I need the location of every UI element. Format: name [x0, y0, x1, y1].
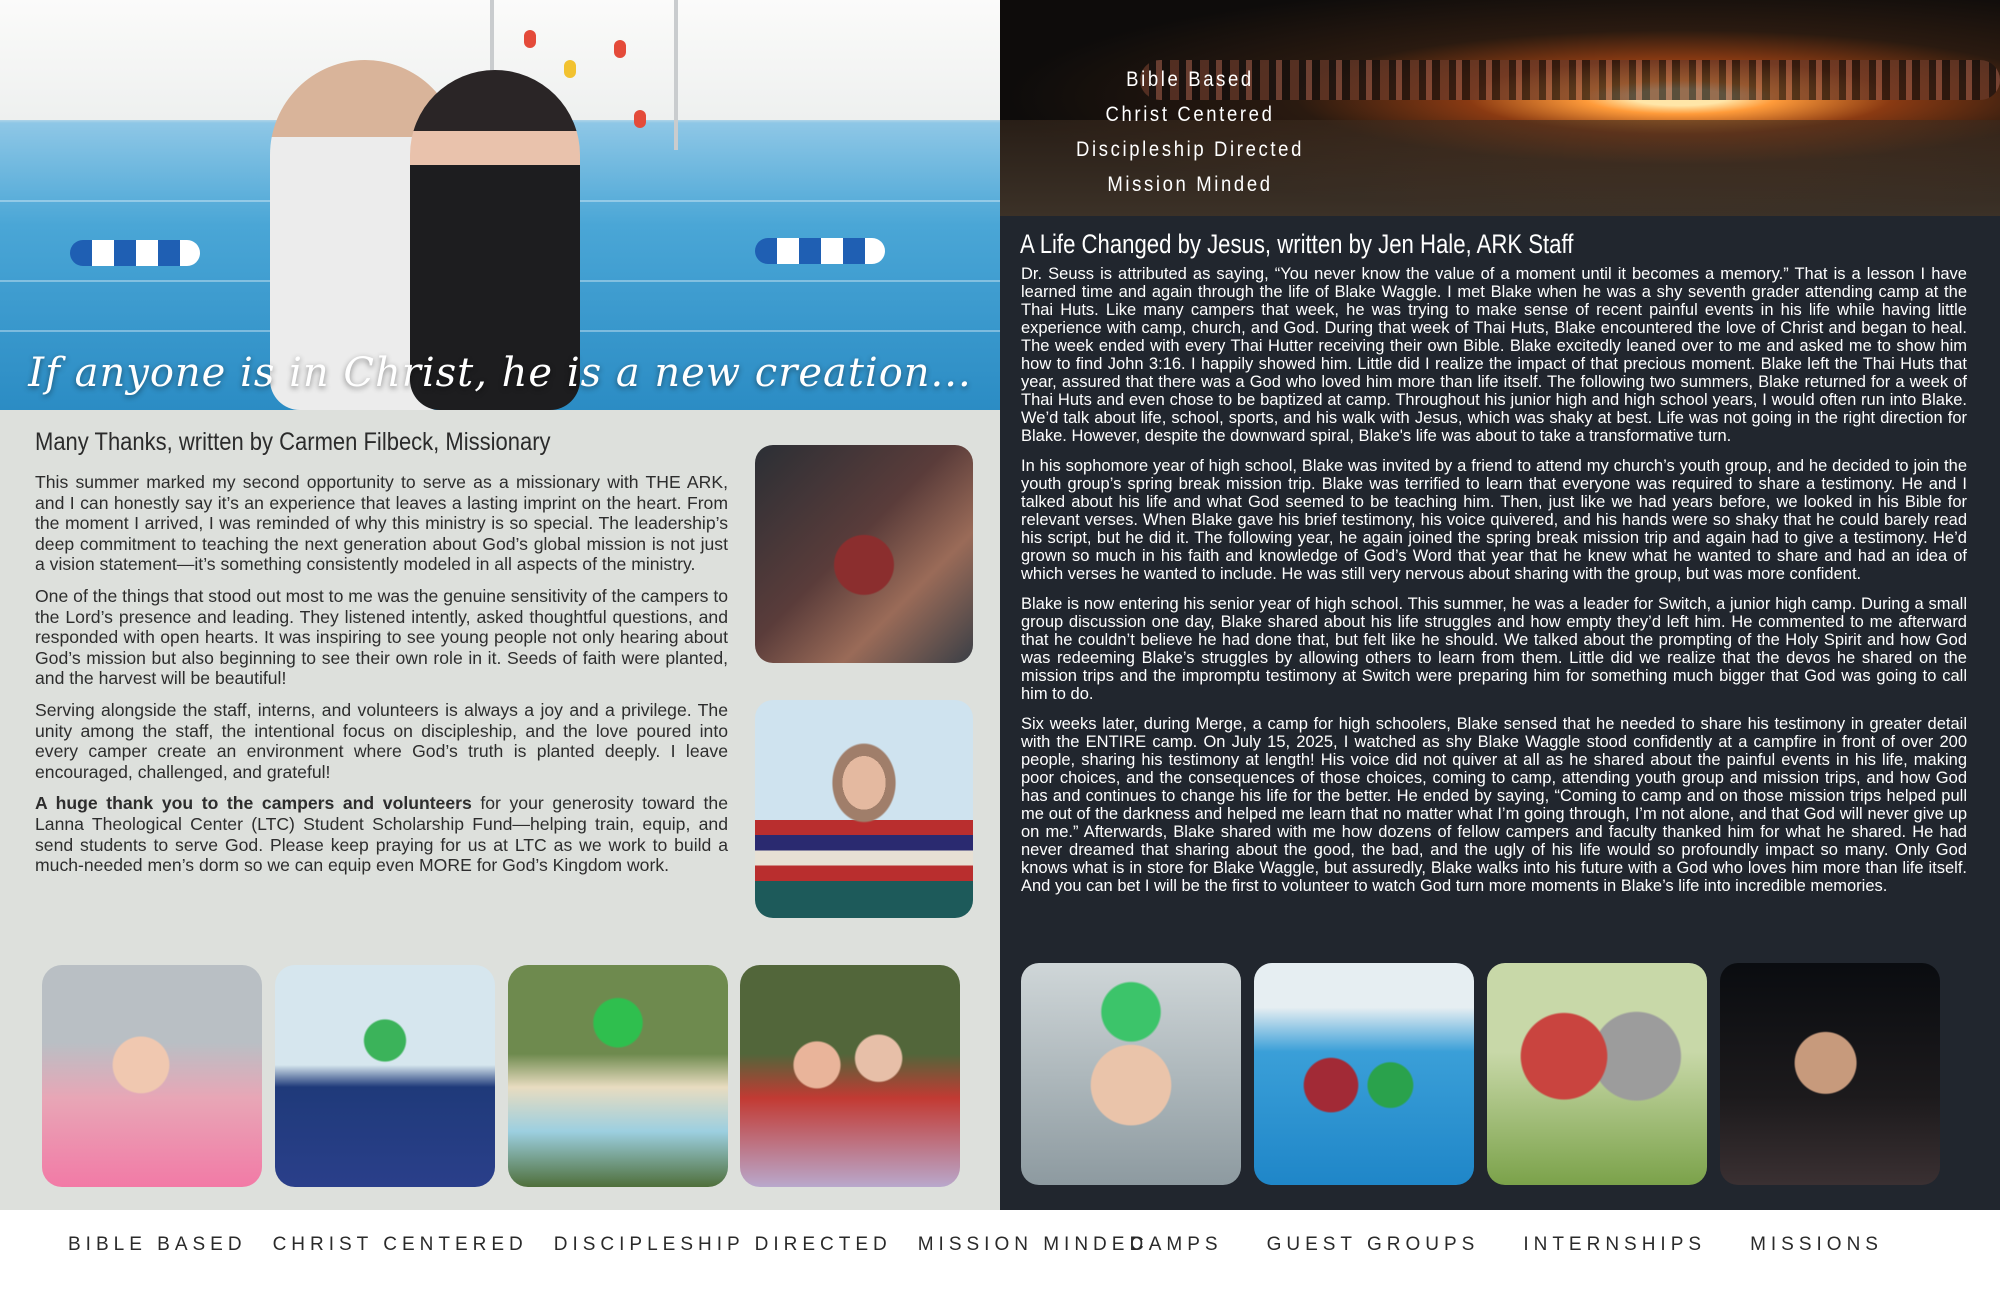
motto-line: Discipleship Directed: [1075, 138, 1304, 161]
climbing-hold: [614, 40, 626, 58]
climbing-hold: [524, 30, 536, 48]
right-article-title: A Life Changed by Jesus, written by Jen Hale, ARK Staff: [1020, 229, 1574, 259]
right-article-body: [1021, 265, 1967, 907]
footer-program: INTERNSHIPS: [1523, 1234, 1707, 1255]
hero-caption: If anyone is in Christ, he is a new creation...: [28, 350, 972, 396]
thank-you-rest: for your generosity toward the Lanna Theological Center (LTC) Student Scholarship Fund—helping train, equip, and send students to serve God. Please keep praying for us at LTC as we work to build a much-needed men’s dorm so we can equip even MORE for God’s Kingdom work.: [35, 793, 728, 876]
right-paragraph: Blake is now entering his senior year of high school. This summer, he was a leader for Switch, a junior high camp. During a small group discussion one day, Blake shared about his life struggles and how empty they’d left him. He commented to me afterward that he couldn’t believe he had done that, but felt like he should. We talked about the prompting of the Holy Spirit and how God was redeeming Blake’s struggles by allowing others to learn from them. Little did we realize that the devos he shared on the mission trips and the impromptu testimony at Switch were preparing him for something much bigger that God was going to call him to do.: [1021, 595, 1967, 703]
right-paragraph: In his sophomore year of high school, Blake was invited by a friend to attend my church’s youth group, and he decided to join the youth group’s spring break mission trip. Blake was terrified to learn that everyone was required to share a testimony. He and I talked about his life and what God seemed to be teaching him. Then, just like we had years before, we looked in his Bible for relevant verses. When Blake gave his brief testimony, his voice quivered, and his hands were so shaky that he could barely read his script, but he did it. The following year, he again joined the spring break mission trip and again had to give a testimony. He’d grown so much in his faith and knowledge of God’s Word that year that he knew what he wanted to share and had an idea of which verses he wanted to include. He was still very nervous about sharing with the group, but was more confident.: [1021, 457, 1967, 583]
footer-value: DISCIPLESHIP DIRECTED: [553, 1234, 892, 1255]
climbing-hold: [564, 60, 576, 78]
camper-tube-photo: [42, 965, 262, 1187]
pool-baptism-photo: [1254, 963, 1474, 1185]
left-paragraph: This summer marked my second opportunity to serve as a missionary with THE ARK, and I can honestly say it’s an experience that leaves a lasting imprint on the heart. From the moment I arrived, I was reminded of why this ministry is so special. The leadership’s deep commitment to teaching the next generation about God’s global mission is not just a vision statement—it’s something consistently modeled in all aspects of the ministry.: [35, 472, 728, 575]
right-paragraph: Dr. Seuss is attributed as saying, “You never know the value of a moment until it becomes a memory.” That is a lesson I have learned time and again through the life of Blake Waggle. I met Blake when he was a shy seventh grader attending camp at the Thai Huts. Like many campers that week, he was trying to make sense of recent painful events in his life while having little experience with camp, church, and God. During that week of Thai Huts, Blake encountered the love of Christ and began to heal. The week ended with every Thai Hutter receiving their own Bible. Blake excitedly leaned over to me and asked me to show him how to find John 3:16. I happily showed him. Little did I realize the impact of that precious moment. Blake left the Thai Huts that year, assured that there was a God who loved him more than life itself. The following two summers, Blake returned for a week of Thai Huts and even chose to be baptized at camp. Throughout his junior high and high school years, I would often run into Blake. We’d talk about life, school, sports, and his walk with Jesus, which was shaky at best. Life was not going in the right direction for Blake. However, despite the downward spiral, Blake's life was about to take a transformative turn.: [1021, 265, 1967, 445]
motto-line: Bible Based: [1126, 68, 1254, 91]
footer-programs: [1130, 1234, 1927, 1256]
right-paragraph: Six weeks later, during Merge, a camp for high schoolers, Blake sensed that he needed to share his testimony in greater detail with the ENTIRE camp. On July 15, 2025, I watched as shy Blake Waggle stood confidently at a campfire in front of over 200 people, sharing his testimony at length! His voice did not quiver at all as he shared about the painful events in his life, making poor choices, and the consequences of those choices, coming to camp, attending youth group and mission trips, and how God has and continues to change his life for the better. He ended by saying, “Coming to camp and on those mission trips helped pull me out of the darkness and helped me learn that no matter what I’m going through, I’m not alone, and that God will never give up on me.” Afterwards, Blake shared with me how dozens of fellow campers and faculty thanked him for what he shared. He had never dreamed that sharing about the good, the bad, and the ugly of his life would so profoundly impact so many. Only God knows what is in store for Blake Waggle, but assuredly, Blake walks into his future with a God who loves him more than life itself. And you can bet I will be the first to volunteer to watch God turn more moments in Blake’s life into incredible memories.: [1021, 715, 1967, 895]
footer-value: MISSION MINDED: [917, 1234, 1149, 1255]
motto-overlay: [1030, 62, 1350, 202]
lane-rope: [755, 238, 885, 264]
footer-program: MISSIONS: [1750, 1234, 1883, 1255]
left-paragraph: Serving alongside the staff, interns, and volunteers is always a joy and a privilege. The unity among the staff, the intentional focus on discipleship, and the love poured into every camper create an environment where God’s truth is planted deeply. I leave encouraged, challenged, and grateful!: [35, 699, 728, 782]
footer-program: CAMPS: [1130, 1234, 1223, 1255]
motto-line: Christ Centered: [1105, 103, 1275, 126]
motto-line: Mission Minded: [1107, 173, 1273, 196]
left-paragraph-final: [35, 793, 728, 875]
night-portrait-photo: [1720, 963, 1940, 1185]
left-paragraph: One of the things that stood out most to me was the genuine sensitivity of the campers to the Lord’s presence and leading. They listened intently, asked thoughtful questions, and responded with open hearts. It was inspiring to see young people not only hearing about God’s mission but also beginning to see their own role in it. Seeds of faith were planted, and the harvest will be beautiful!: [35, 585, 728, 689]
missionary-portrait-photo: [755, 700, 973, 918]
lane-rope: [70, 240, 200, 266]
footer-value: BIBLE BASED: [68, 1234, 247, 1255]
two-young-men-photo: [1487, 963, 1707, 1185]
left-article-body: [35, 472, 728, 887]
baptism-hero-photo: [0, 0, 1000, 410]
footer-program: GUEST GROUPS: [1266, 1234, 1480, 1255]
footer-value: CHRIST CENTERED: [272, 1234, 528, 1255]
campers-hug-photo: [740, 965, 960, 1187]
missionary-speaking-photo: [755, 445, 973, 663]
camper-helmet-photo: [508, 965, 728, 1187]
thank-you-bold: A huge thank you to the campers and volunteers: [35, 793, 472, 814]
climbing-hold: [634, 110, 646, 128]
camper-ropes-course-photo: [275, 965, 495, 1187]
blake-selfie-photo: [1021, 963, 1241, 1185]
left-article-title: Many Thanks, written by Carmen Filbeck, Missionary: [35, 428, 551, 456]
footer-values: [68, 1234, 1174, 1256]
